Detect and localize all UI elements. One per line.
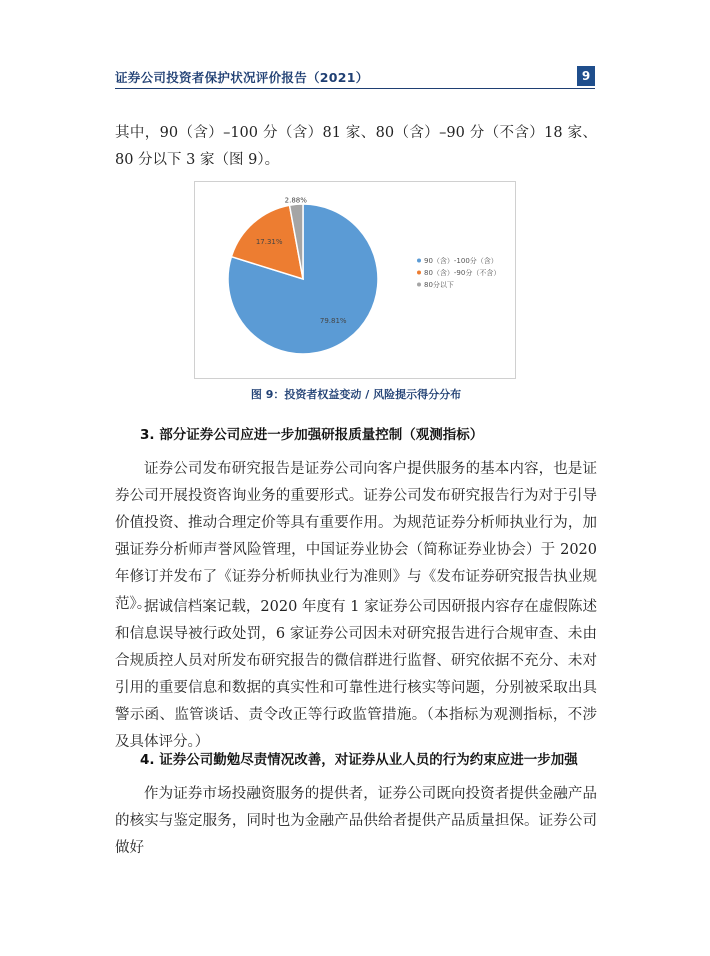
legend-label: 90（含）-100分（含） [424,257,498,265]
legend-marker [417,283,421,287]
legend-label: 80分以下 [424,281,454,289]
section-3-heading: 3. 部分证券公司应进一步加强研报质量控制（观测指标） [140,427,484,443]
legend-marker [417,259,421,263]
page-number: 9 [577,66,595,86]
section-4-heading: 4. 证券公司勤勉尽责情况改善，对证券从业人员的行为约束应进一步加强 [140,752,578,768]
pie-data-label: 17.31% [255,237,283,246]
pie-chart [195,182,515,378]
section-4-paragraph-1: 作为证券市场投融资服务的提供者，证券公司既向投资者提供金融产品的核实与鉴定服务，同时也为金融产品供给者提供产品质量担保。证券公司做好 [115,786,597,856]
page-header [115,66,595,89]
report-title: 证券公司投资者保护状况评价报告（2021） [115,70,369,85]
legend-marker [417,271,421,275]
intro-paragraph: 其中，90（含）–100 分（含）81 家、80（含）–90 分（不含）18 家、80 分以下 3 家（图 9）。 [115,125,597,168]
pie-data-label: 2.88% [284,196,307,205]
legend-label: 80（含）-90分（不含） [424,269,501,277]
pie-chart-frame [194,181,516,379]
section-3-paragraph-2: 据诚信档案记载，2020 年度有 1 家证券公司因研报内容存在虚假陈述和信息误导被行政处罚，6 家证券公司因未对研究报告进行合规审查、未由合规质控人员对所发布研究报告的微信群进行监督、研究依据不充分、未对引用的重要信息和数据的真实性和可靠性进行核实等问题，分别被采取出具警示函、监管谈话、责令改正等行政监管措施。（本指标为观测指标，不涉及具体评分。） [115,599,597,750]
pie-data-label: 79.81% [319,317,347,326]
figure-caption: 图 9：投资者权益变动 / 风险提示得分分布 [250,388,462,401]
section-3-paragraph-1: 证券公司发布研究报告是证券公司向客户提供服务的基本内容，也是证券公司开展投资咨询业务的重要形式。证券公司发布研究报告行为对于引导价值投资、推动合理定价等具有重要作用。为规范证券分析师执业行为，加强证券分析师声誉风险管理，中国证券业协会（简称证券业协会）于 2020 年修订并发布了《证券分析师执业行为准则》与《发布证券研究报告执业规范》。 [115,461,597,612]
